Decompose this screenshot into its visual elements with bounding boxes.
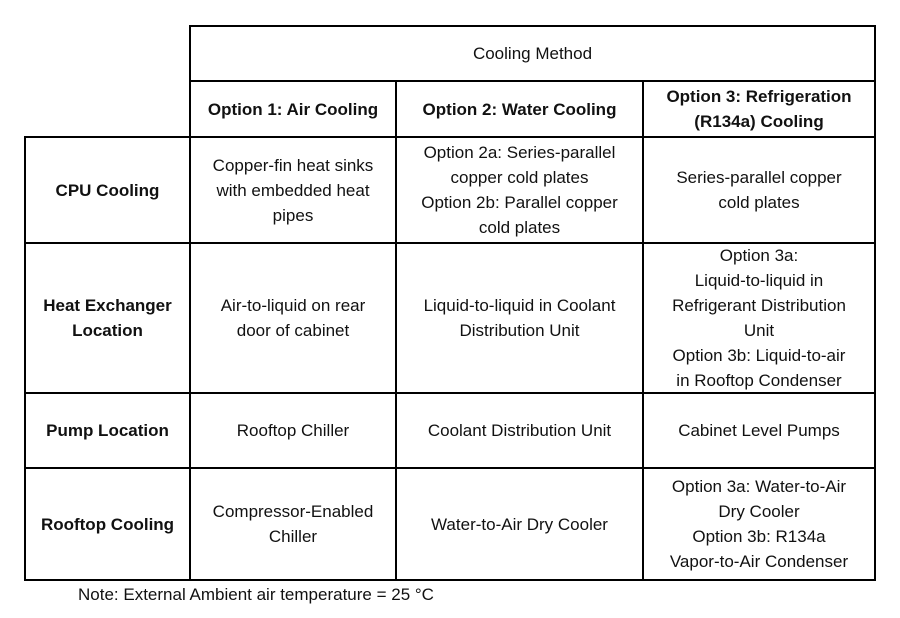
table-note: Note: External Ambient air temperature = 25 °C <box>78 585 434 604</box>
column-header-option-1: Option 1: Air Cooling <box>207 99 379 119</box>
table-cell: Rooftop Chiller <box>236 421 350 440</box>
table-cell: Option 3a: Water-to-Air Dry Cooler Option 3b: R134a Vapor-to-Air Condenser <box>669 477 849 571</box>
table-cell: Air-to-liquid on rear door of cabinet <box>220 296 366 340</box>
table-cell: Coolant Distribution Unit <box>427 421 612 440</box>
row-label-heat-exchanger-location: Heat Exchanger Location <box>43 296 172 340</box>
column-header-option-2: Option 2: Water Cooling <box>422 99 617 119</box>
table-cell: Copper-fin heat sinks with embedded heat pipes <box>212 155 374 225</box>
column-header-option-3: Option 3: Refrigeration (R134a) Cooling <box>666 87 852 131</box>
table-border-right <box>874 25 876 581</box>
row-label-cpu-cooling: CPU Cooling <box>55 180 160 200</box>
table-cell: Water-to-Air Dry Cooler <box>431 514 608 534</box>
table-cell: Liquid-to-liquid in Coolant Distribution Unit <box>423 296 616 340</box>
table-border-bottom <box>24 579 876 581</box>
table-cell: Series-parallel copper cold plates <box>676 168 842 212</box>
table-cell: Compressor-Enabled Chiller <box>212 502 374 546</box>
row-label-rooftop-cooling: Rooftop Cooling <box>40 514 175 534</box>
table-cell: Option 3a: Liquid-to-liquid in Refrigerant Distribution Unit Option 3b: Liquid-to-air in Rooftop Condenser <box>672 246 846 390</box>
row-label-pump-location: Pump Location <box>46 421 169 440</box>
table-cell: Option 2a: Series-parallel copper cold plates Option 2b: Parallel copper cold plates <box>421 143 618 237</box>
table-cell: Cabinet Level Pumps <box>678 421 840 440</box>
group-header-cooling-method: Cooling Method <box>472 44 593 63</box>
